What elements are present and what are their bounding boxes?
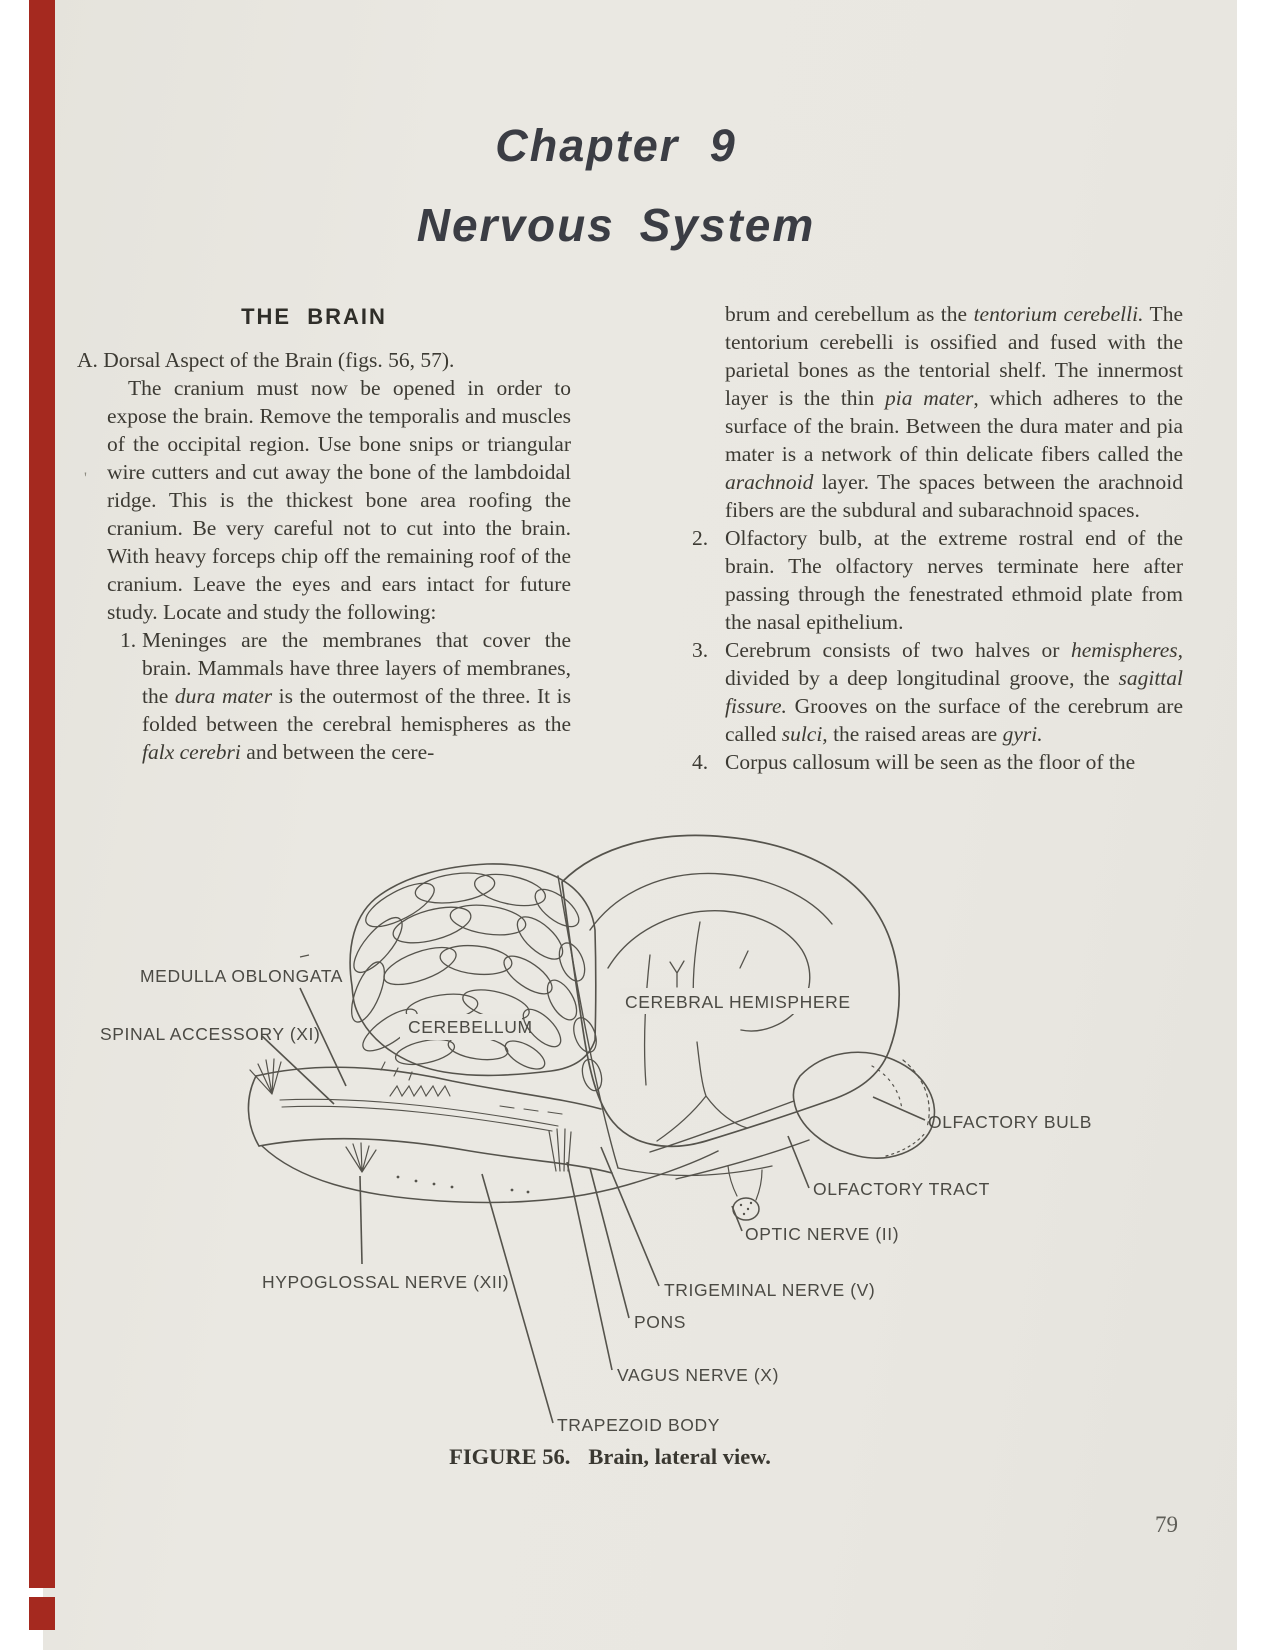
intro-paragraph: The cranium must now be opened in order to expose the brain. Remove the temporalis and muscles of the occipital region. Use bone snips or triangular wire cutters and cut away the bone of the lambdoidal ridge. This is the thickest bone area roofing the cranium. Be very careful not to cut into the brain. With heavy forceps chip off the remaining roof of the cranium. Leave the eyes and ears intact for future study. Locate and study the following:: [107, 376, 571, 624]
figure-label-olfactory-tract: OLFACTORY TRACT: [813, 1179, 990, 1199]
section-a-label: A.: [77, 348, 98, 372]
list-item-2-text: Olfactory bulb, at the extreme rostral end of the brain. The olfactory nerves terminate here after passing through the fenestrated ethmoid plate from the nasal epithelium.: [725, 526, 1183, 634]
leader-trapezoid: [482, 1174, 553, 1423]
chapter-heading: Chapter 9: [495, 120, 737, 171]
figure-caption: [43, 1444, 1177, 1470]
figure-label-trigeminal-nerve: TRIGEMINAL NERVE (V): [664, 1280, 876, 1300]
leader-hypoglossal: [360, 1176, 362, 1264]
figure-label-medulla-oblongata: MEDULLA OBLONGATA: [140, 966, 344, 986]
figure-label-pons: PONS: [634, 1312, 686, 1332]
section-a-text: Dorsal Aspect of the Brain (figs. 56, 57).: [103, 348, 455, 372]
list-item-3-number: 3.: [692, 638, 709, 662]
figure-label-olfactory-bulb: OLFACTORY BULB: [928, 1112, 1093, 1132]
list-item-2-number: 2.: [692, 526, 709, 550]
figure-label-cerebral-hemisphere: CEREBRAL HEMISPHERE: [625, 992, 851, 1012]
figure-label-vagus-nerve: VAGUS NERVE (X): [617, 1365, 779, 1385]
section-heading-the-brain: THE BRAIN: [241, 304, 387, 329]
figure-label-hypoglossal-nerve: HYPOGLOSSAL NERVE (XII): [262, 1272, 510, 1292]
continuation-paragraph: brum and cerebellum as the tentorium cerebelli. The tentorium cerebelli is ossified and fused with the parietal bones as the tentorial shelf. The innermost layer is the thin pia mater, which adheres to the surface of the brain. Between the dura mater and pia mater is a network of thin delicate fibers called the arachnoid layer. The spaces between the arachnoid fibers are the subdural and subarachnoid spaces.: [725, 302, 1183, 522]
list-item-3-text: Cerebrum consists of two halves or hemispheres, divided by a deep longitudinal groove, the sagittal fissure. Grooves on the surface of the cerebrum are called sulci, the raised areas are gyri.: [725, 638, 1183, 746]
leader-trigeminal: [601, 1147, 659, 1286]
list-item-4-text: Corpus callosum will be seen as the floor of the: [725, 750, 1136, 774]
list-item-1-number: 1.: [120, 628, 137, 652]
list-item-1-text: Meninges are the membranes that cover the brain. Mammals have three layers of membranes, the dura mater is the outermost of the three. It is folded between the cerebral hemispheres as the falx cerebri and between the cere-: [142, 628, 571, 764]
figure-caption-label: FIGURE 56.: [449, 1444, 571, 1469]
page-number: 79: [1155, 1512, 1178, 1537]
macron-mark: [300, 955, 309, 957]
list-item-4-number: 4.: [692, 750, 709, 774]
figure-label-cerebellum: CEREBELLUM: [408, 1017, 533, 1037]
chapter-title: Nervous System: [416, 199, 816, 251]
leader-olfactory-bulb: [873, 1097, 925, 1120]
margin-speck: ': [84, 470, 87, 487]
figure-label-spinal-accessory: SPINAL ACCESSORY (XI): [100, 1024, 321, 1044]
cerebellum-drawing: [345, 864, 605, 1093]
figure-label-trapezoid-body: TRAPEZOID BODY: [557, 1415, 721, 1435]
figure-caption-text: Brain, lateral view.: [588, 1444, 771, 1469]
figure-label-optic-nerve: OPTIC NERVE (II): [745, 1224, 900, 1244]
